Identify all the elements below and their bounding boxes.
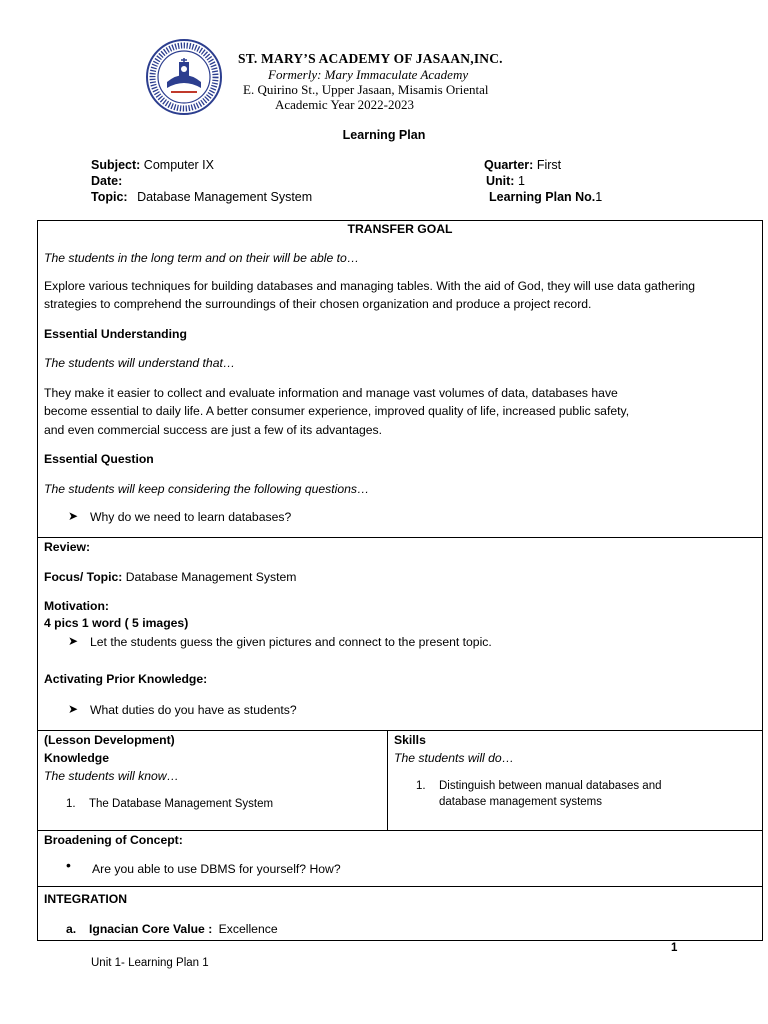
transfer-body-line-2: strategies to comprehend the surroundings of their chosen organization and produce a project record. [44, 297, 592, 311]
arrow-bullet-icon: ➤ [68, 509, 79, 523]
essential-understanding-intro: The students will understand that… [44, 356, 236, 370]
skills-item-number: 1. [416, 780, 426, 792]
date-row [91, 174, 122, 188]
knowledge-heading: Knowledge [44, 751, 110, 765]
unit-label: Unit: [486, 174, 515, 188]
lesson-development-heading: (Lesson Development) [44, 733, 175, 747]
topic-value: Database Management System [137, 190, 313, 204]
table-divider-integration [37, 886, 763, 887]
document-title: Learning Plan [342, 128, 426, 142]
arrow-bullet-icon: ➤ [68, 634, 79, 648]
transfer-intro: The students in the long term and on their will be able to… [44, 251, 360, 265]
essential-question-item: Why do we need to learn databases? [90, 510, 292, 524]
subject-value: Computer IX [143, 158, 214, 172]
subject-row [91, 158, 214, 172]
essential-understanding-heading: Essential Understanding [44, 327, 187, 341]
knowledge-intro: The students will know… [44, 769, 179, 783]
quarter-value: First [536, 158, 562, 172]
quarter-label: Quarter: [484, 158, 534, 172]
plan-number-value: 1 [595, 190, 603, 204]
essential-understanding-line-2: become essential to daily life. A better consumer experience, improved quality of life, increased public safety, [44, 404, 630, 418]
table-divider-review [37, 537, 763, 538]
quarter-row [484, 158, 561, 172]
skills-heading: Skills [394, 733, 426, 747]
school-former-name: Formerly: Mary Immaculate Academy [268, 67, 469, 82]
skills-intro: The students will do… [394, 751, 514, 765]
plan-number-row [489, 190, 602, 204]
knowledge-item: The Database Management System [89, 798, 274, 810]
broadening-heading: Broadening of Concept: [44, 833, 183, 847]
bullet-dot-icon: • [66, 857, 71, 873]
focus-topic-label: Focus/ Topic: [44, 570, 123, 584]
activating-prior-knowledge-item: What duties do you have as students? [90, 703, 297, 717]
motivation-activity: 4 pics 1 word ( 5 images) [44, 616, 189, 630]
footer-label: Unit 1- Learning Plan 1 [91, 957, 209, 969]
school-address: E. Quirino St., Upper Jasaan, Misamis Oriental [243, 82, 489, 97]
table-column-divider [387, 730, 388, 830]
date-label: Date: [91, 174, 123, 188]
review-heading: Review: [44, 540, 91, 554]
core-value-value: Excellence [218, 922, 278, 936]
focus-topic-value: Database Management System [125, 570, 297, 584]
knowledge-item-number: 1. [66, 798, 76, 810]
plan-number-label: Learning Plan No. [489, 190, 596, 204]
focus-topic-row [44, 568, 296, 587]
motivation-heading: Motivation: [44, 599, 109, 613]
skills-item-line-1: Distinguish between manual databases and [439, 780, 662, 792]
essential-question-heading: Essential Question [44, 452, 154, 466]
academic-year: Academic Year 2022-2023 [275, 97, 414, 112]
essential-understanding-line-3: and even commercial success are just a few of its advantages. [44, 423, 383, 437]
integration-heading: INTEGRATION [44, 892, 128, 906]
motivation-item: Let the students guess the given pictures and connect to the present topic. [90, 635, 492, 649]
integration-letter: a. [66, 922, 77, 936]
essential-understanding-line-1: They make it easier to collect and evaluate information and manage vast volumes of data, databases have [44, 386, 618, 400]
transfer-goal-heading: TRANSFER GOAL [347, 222, 453, 236]
activating-prior-knowledge-heading: Activating Prior Knowledge: [44, 672, 208, 686]
unit-value: 1 [517, 174, 525, 188]
transfer-body-line-1: Explore various techniques for building databases and managing tables. With the aid of God, they will use data gathering [44, 279, 696, 293]
school-name: ST. MARY’S ACADEMY OF JASAAN,INC. [238, 51, 503, 66]
skills-item-line-2: database management systems [439, 796, 603, 808]
core-value-row [89, 920, 278, 939]
essential-question-intro: The students will keep considering the following questions… [44, 482, 370, 496]
subject-label: Subject: [91, 158, 141, 172]
unit-row [486, 174, 525, 188]
page-number: 1 [671, 942, 678, 954]
topic-label: Topic: [91, 190, 128, 204]
core-value-label: Ignacian Core Value : [89, 922, 213, 936]
arrow-bullet-icon: ➤ [68, 702, 79, 716]
topic-row [91, 190, 312, 204]
school-seal-logo [145, 38, 223, 116]
broadening-item: Are you able to use DBMS for yourself? How? [92, 862, 341, 876]
